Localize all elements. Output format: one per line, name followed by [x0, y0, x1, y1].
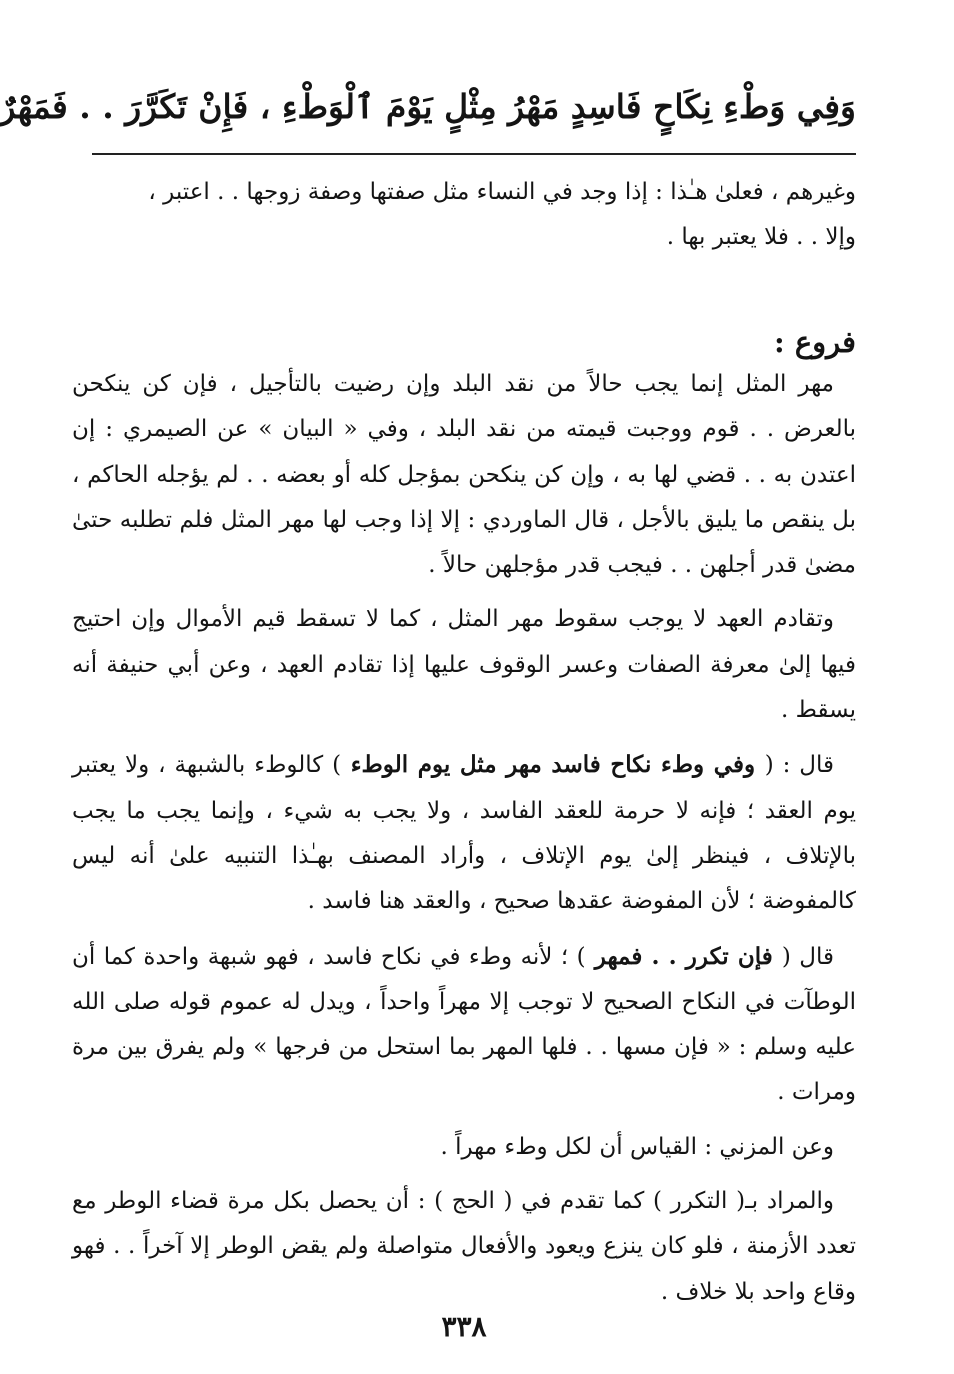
paragraph-text: ) ؛ لأنه وطء في نكاح فاسد ، فهو شبهة واحدة كما أن الوطآت في النكاح الصحيح لا توجب إلا مهراً واحداً ، ويدل له عموم قوله صلى الله عليه وسلم : « فإن مسها . . فلها المهر بما استحل من فرجها » ولم يفرق بين مرة ومرات .: [72, 943, 856, 1106]
page-number: ٣٣٨: [441, 1310, 487, 1343]
section-heading: فروع :: [774, 325, 856, 359]
paragraph-5: وعن المزني : القياس أن لكل وطء مهراً .: [440, 1133, 834, 1160]
paragraph-1: مهر المثل إنما يجب حالاً من نقد البلد وإن رضيت بالتأجيل ، فإن كن ينكحن بالعرض . . قوم ووجبت قيمته من نقد البلد ، وفي « البيان » عن الصيمري : إن اعتدن به . . قضي لها به ، وإن كن ينكحن بمؤجل كله أو بعضه . . لم يؤجله الحاكم ، بل ينقص ما يليق بالأجل ، قال الماوردي : إلا إذا وجب لها مهر المثل فلم تطلبه حتىٰ مضىٰ قدر أجلهن . . فيجب قدر مؤجلهن حالاً .: [72, 371, 856, 579]
quote-open: قال (: [781, 943, 835, 970]
matn-line: [0, 70, 856, 142]
quoted-matn: فإن تكرر . . فمهر: [585, 942, 782, 970]
commentary-line: وإلا . . فلا يعتبر بها .: [666, 224, 856, 250]
commentary-continuation: [72, 170, 856, 260]
paragraph-4: [72, 934, 856, 1116]
paragraph-6: والمراد بـ( التكرر ) كما تقدم في ( الحج ) : أن يحصل بكل مرة قضاء الوطر مع تعدد الأزمنة ، فلو كان ينزع ويعود والأفعال متواصلة ولم يقض الوطر إلا آخراً . . فهو وقاع واحد بلا خلاف .: [72, 1188, 856, 1305]
commentary-body: [72, 362, 856, 1324]
commentary-line: وغيرهم ، فعلىٰ هـٰذا : إذا وجد في النساء مثل صفتها وصفة زوجها . . اعتبر ،: [148, 179, 856, 205]
matn-text: وَفِي وَطْءِ نِكَاحٍ فَاسِدٍ مَهْرُ مِثْلٍ يَوْمَ ٱلْوَطْءِ ، فَإِنْ تَكَرَّرَ . . فَمَهْرٌ: [0, 86, 856, 126]
matn-divider: [92, 153, 856, 155]
book-page: [0, 70, 856, 1343]
paragraph-2: وتقادم العهد لا يوجب سقوط مهر المثل ، كما لا تسقط قيم الأموال وإن احتيج فيها إلىٰ معرفة الصفات وعسر الوقوف عليها إذا تقادم العهد ، وعن أبي حنيفة أنه يسقط .: [72, 606, 856, 724]
paragraph-text: ) كالوطء بالشبهة ، ولا يعتبر يوم العقد ؛ فإنه لا حرمة للعقد الفاسد ، ولا يجب به شيء ، وإنما يجب ما يجب بالإتلاف ، فينظر إلىٰ يوم الإتلاف ، وأراد المصنف بهـٰذا التنبيه علىٰ أنه ليس كالمفوضة ؛ لأن المفوضة عقدها صحيح ، والعقد هنا فاسد .: [72, 752, 856, 915]
quote-open: قال : (: [764, 752, 835, 779]
paragraph-3: [72, 742, 856, 924]
quoted-matn: وفي وطء نكاح فاسد مهر مثل يوم الوطء: [341, 751, 765, 779]
